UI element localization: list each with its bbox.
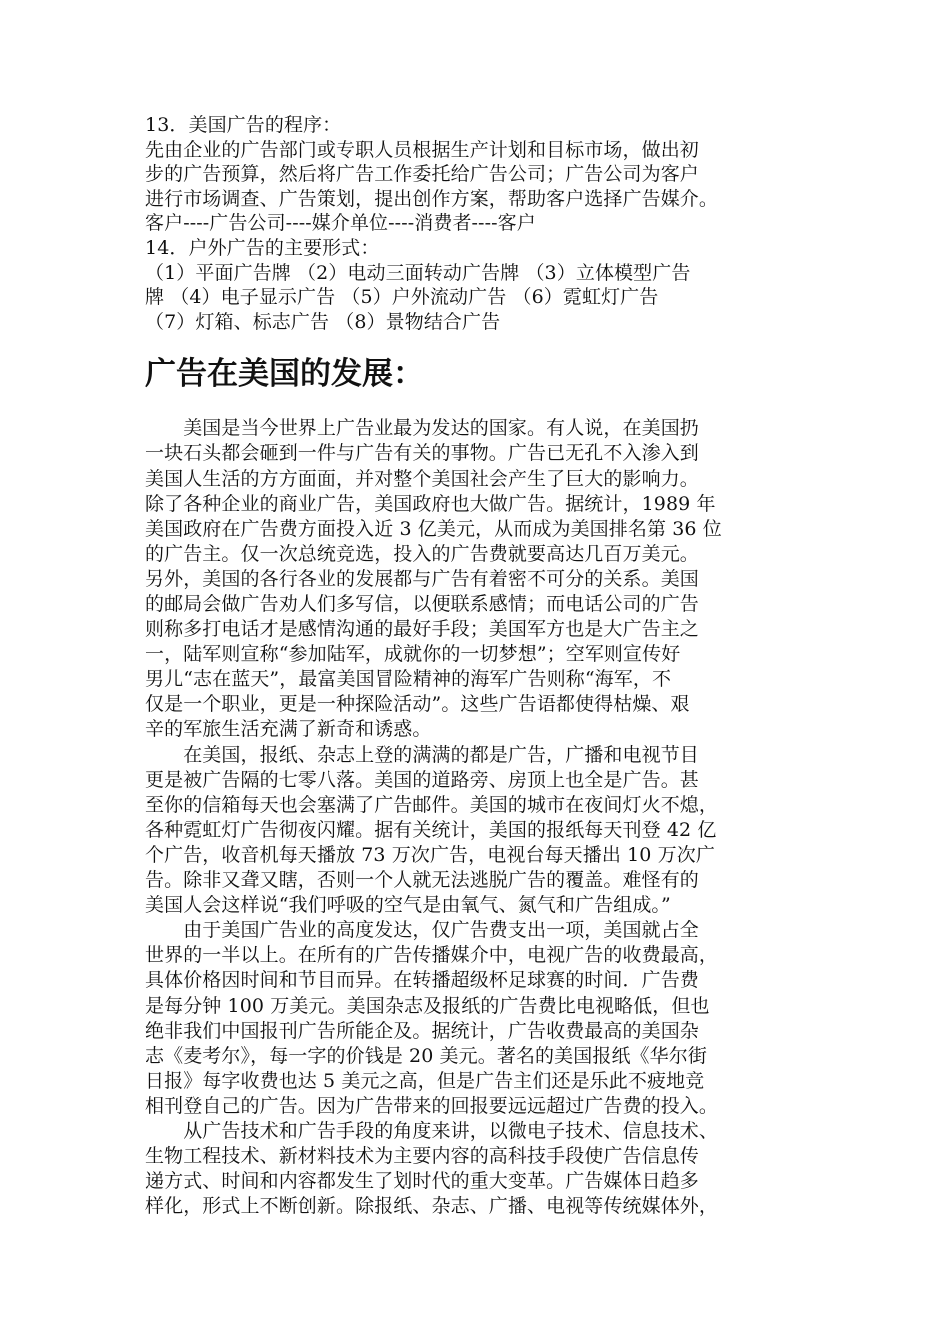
text-line: 各种霓虹灯广告彻夜闪耀。据有关统计，美国的报纸每天刊登 42 亿 [145,818,717,841]
text-line: 由于美国广告业的高度发达，仅广告费支出一项，美国就占全 [145,919,699,942]
text-line: 个广告，收音机每天播放 73 万次广告，电视台每天播出 10 万次广 [145,843,715,866]
text-line: 日报》每字收费也达 5 美元之高，但是广告主们还是乐此不疲地竞 [145,1069,705,1092]
text-line: 从广告技术和广告手段的角度来讲，以微电子技术、信息技术、 [145,1119,719,1142]
text-line: 美国人生活的方方面面，并对整个美国社会产生了巨大的影响力。 [145,467,699,490]
text-line: 至你的信箱每天也会塞满了广告邮件。美国的城市在夜间灯火不熄， [145,793,719,816]
text-line: 样化，形式上不断创新。除报纸、杂志、广播、电视等传统媒体外， [145,1195,719,1218]
text-line: 进行市场调查、广告策划，提出创作方案，帮助客户选择广告媒介。 [145,187,719,210]
text-line: 美国政府在广告费方面投入近 3 亿美元，从而成为美国排名第 36 位 [145,517,722,540]
text-line: 的广告主。仅一次总统竞选，投入的广告费就要高达几百万美元。 [145,542,699,565]
text-line: 一，陆军则宣称“参加陆军，成就你的一切梦想”；空军则宣传好 [145,643,681,666]
text-line: 递方式、时间和内容都发生了划时代的重大变革。广告媒体日趋多 [145,1170,699,1193]
text-line: （7）灯箱、标志广告 （8）景物结合广告 [145,310,501,333]
text-line: （1）平面广告牌 （2）电动三面转动广告牌 （3）立体模型广告 [145,261,691,284]
text-line: 辛的军旅生活充满了新奇和诱惑。 [145,718,432,741]
text-line: 世界的一半以上。在所有的广告传播媒介中，电视广告的收费最高， [145,944,719,967]
text-line: 具体价格因时间和节目而异。在转播超级杯足球赛的时间．广告费 [145,969,699,992]
text-line: 客户----广告公司----媒介单位----消费者----客户 [145,212,536,235]
text-line: 更是被广告隔的七零八落。美国的道路旁、房顶上也全是广告。甚 [145,768,699,791]
text-line: 是每分钟 100 万美元。美国杂志及报纸的广告费比电视略低，但也 [145,994,710,1017]
text-line: 除了各种企业的商业广告，美国政府也大做广告。据统计，1989 年 [145,492,716,515]
text-line: 仅是一个职业，更是一种探险活动”。这些广告语都使得枯燥、艰 [145,693,690,716]
document-page [145,113,813,1219]
text-line: 13．美国广告的程序： [145,114,342,136]
text-line: 告。除非又聋又瞎，否则一个人就无法逃脱广告的覆盖。难怪有的 [145,869,699,892]
text-line: 美国是当今世界上广告业最为发达的国家。有人说，在美国扔 [145,417,699,440]
text-line: 绝非我们中国报刊广告所能企及。据统计，广告收费最高的美国杂 [145,1019,699,1042]
text-line: 一块石头都会砸到一件与广告有关的事物。广告已无孔不入渗入到 [145,442,699,465]
text-line: 另外，美国的各行各业的发展都与广告有着密不可分的关系。美国 [145,567,699,590]
outdoor-ad-section [145,113,813,334]
body-text [145,416,813,1219]
text-line: 在美国，报纸、杂志上登的满满的都是广告，广播和电视节目 [145,743,699,766]
text-line: 美国人会这样说“我们呼吸的空气是由氧气、氮气和广告组成。” [145,894,671,917]
text-line: 志《麦考尔》，每一字的价钱是 20 美元。著名的美国报纸《华尔街 [145,1044,707,1067]
text-line: 相刊登自己的广告。因为广告带来的回报要远远超过广告费的投入。 [145,1094,719,1117]
text-line: 男儿“志在蓝天”，最富美国冒险精神的海军广告则称“海军，不 [145,668,672,691]
text-line: 的邮局会做广告劝人们多写信，以便联系感情；而电话公司的广告 [145,593,699,615]
text-line: 先由企业的广告部门或专职人员根据生产计划和目标市场，做出初 [145,138,699,161]
text-line: 步的广告预算，然后将广告工作委托给广告公司；广告公司为客户 [145,163,699,186]
text-line: 14．户外广告的主要形式： [145,236,380,259]
text-line: 生物工程技术、新材料技术为主要内容的高科技手段使广告信息传 [145,1145,699,1168]
text-line: 牌 （4）电子显示广告 （5）户外流动广告 （6）霓虹灯广告 [145,286,659,309]
text-line: 则称多打电话才是感情沟通的最好手段；美国军方也是大广告主之 [145,618,699,641]
section-heading: 广告在美国的发展： [145,356,424,393]
